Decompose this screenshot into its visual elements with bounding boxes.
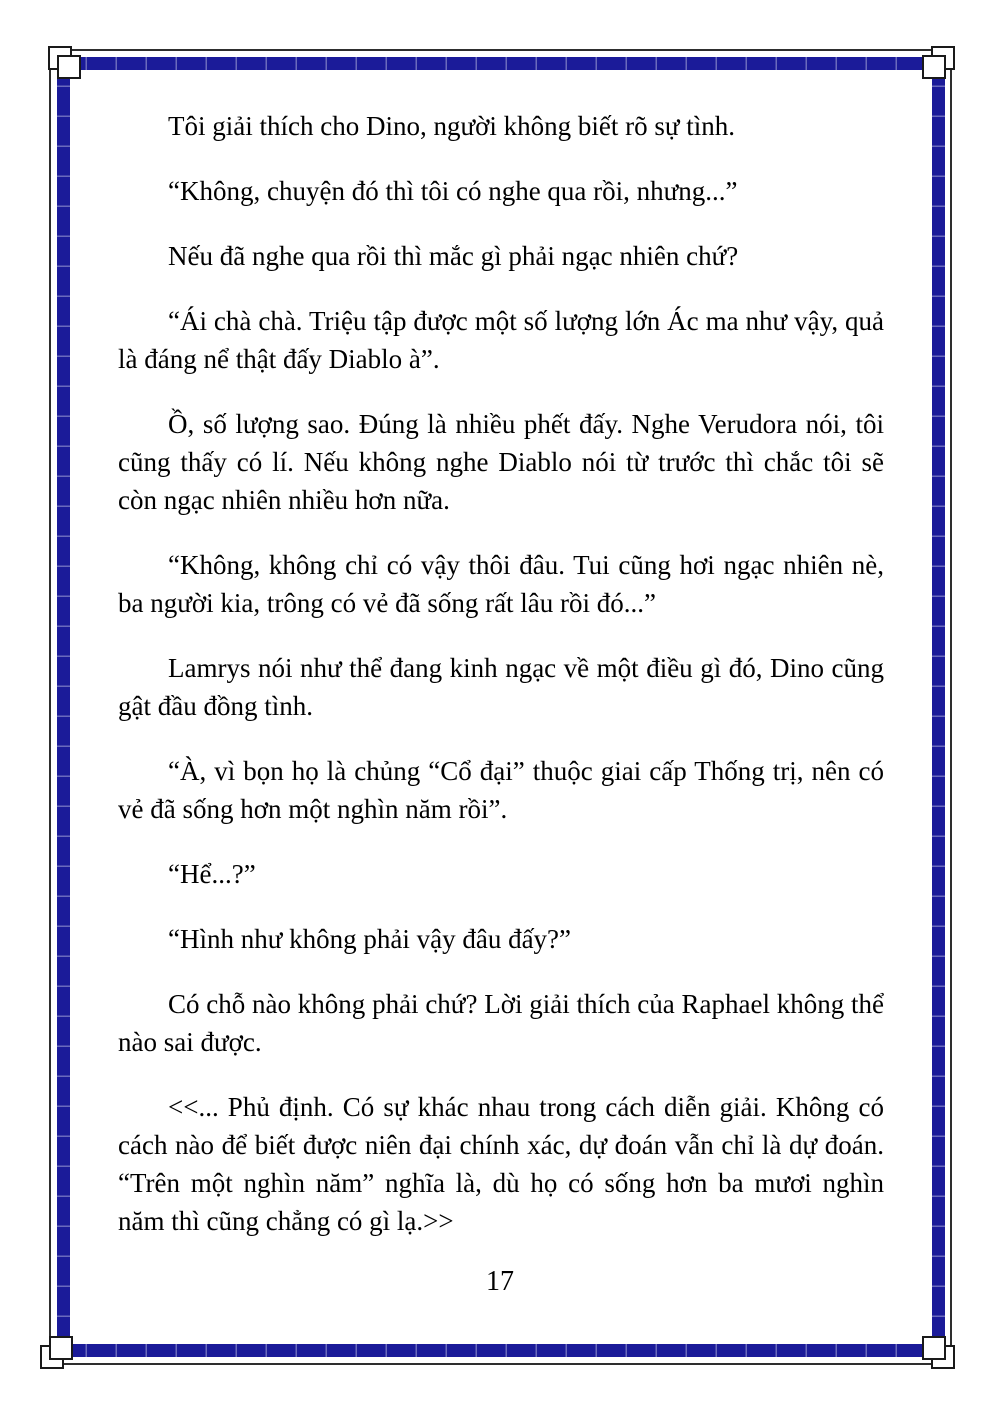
ornament-square — [922, 1336, 946, 1360]
frame-band-right — [932, 57, 945, 1357]
ornament-square — [49, 1336, 73, 1360]
frame-band-bottom — [57, 1344, 943, 1357]
ornament-square — [922, 55, 946, 79]
page-number: 17 — [486, 1266, 514, 1297]
corner-ornament-top-right — [921, 46, 955, 80]
corner-ornament-bottom-right — [921, 1335, 955, 1369]
paragraph: “Hể...?” — [168, 859, 256, 889]
frame-band-left — [57, 57, 70, 1357]
paragraph: Ồ, số lượng sao. Đúng là nhiều phết đấy. Nghe Verudora nói, tôi cũng thấy có lí. Nếu không nghe Diablo nói từ trước thì chắc tôi sẽ còn ngạc nhiên nhiều hơn nữa. — [118, 409, 884, 515]
paragraph: “Hình như không phải vậy đâu đấy?” — [168, 924, 572, 954]
ornament-square — [57, 55, 81, 79]
frame-band-top — [57, 57, 943, 70]
corner-ornament-top-left — [48, 46, 82, 80]
paragraph: “Không, không chỉ có vậy thôi đâu. Tui cũng hơi ngạc nhiên nè, ba người kia, trông có vẻ đã sống rất lâu rồi đó...” — [118, 550, 884, 618]
paragraph: Có chỗ nào không phải chứ? Lời giải thích của Raphael không thể nào sai được. — [118, 989, 884, 1057]
text-body — [118, 107, 884, 1267]
paragraph: Tôi giải thích cho Dino, người không biết rõ sự tình. — [168, 111, 735, 141]
paragraph: <<... Phủ định. Có sự khác nhau trong cách diễn giải. Không có cách nào để biết được niên đại chính xác, dự đoán vẫn chỉ là dự đoán. “Trên một nghìn năm” nghĩa là, dù họ có sống hơn ba mươi nghìn năm thì cũng chẳng có gì lạ.>> — [118, 1092, 884, 1236]
paragraph: “À, vì bọn họ là chủng “Cổ đại” thuộc giai cấp Thống trị, nên có vẻ đã sống hơn một nghìn năm rồi”. — [118, 756, 884, 824]
corner-ornament-bottom-left — [40, 1335, 74, 1369]
paragraph: “Ái chà chà. Triệu tập được một số lượng lớn Ác ma như vậy, quả là đáng nể thật đấy Diablo à”. — [118, 306, 884, 374]
paragraph: Lamrys nói như thể đang kinh ngạc về một điều gì đó, Dino cũng gật đầu đồng tình. — [118, 653, 884, 721]
paragraph: Nếu đã nghe qua rồi thì mắc gì phải ngạc nhiên chứ? — [168, 241, 739, 271]
paragraph: “Không, chuyện đó thì tôi có nghe qua rồi, nhưng...” — [168, 176, 738, 206]
